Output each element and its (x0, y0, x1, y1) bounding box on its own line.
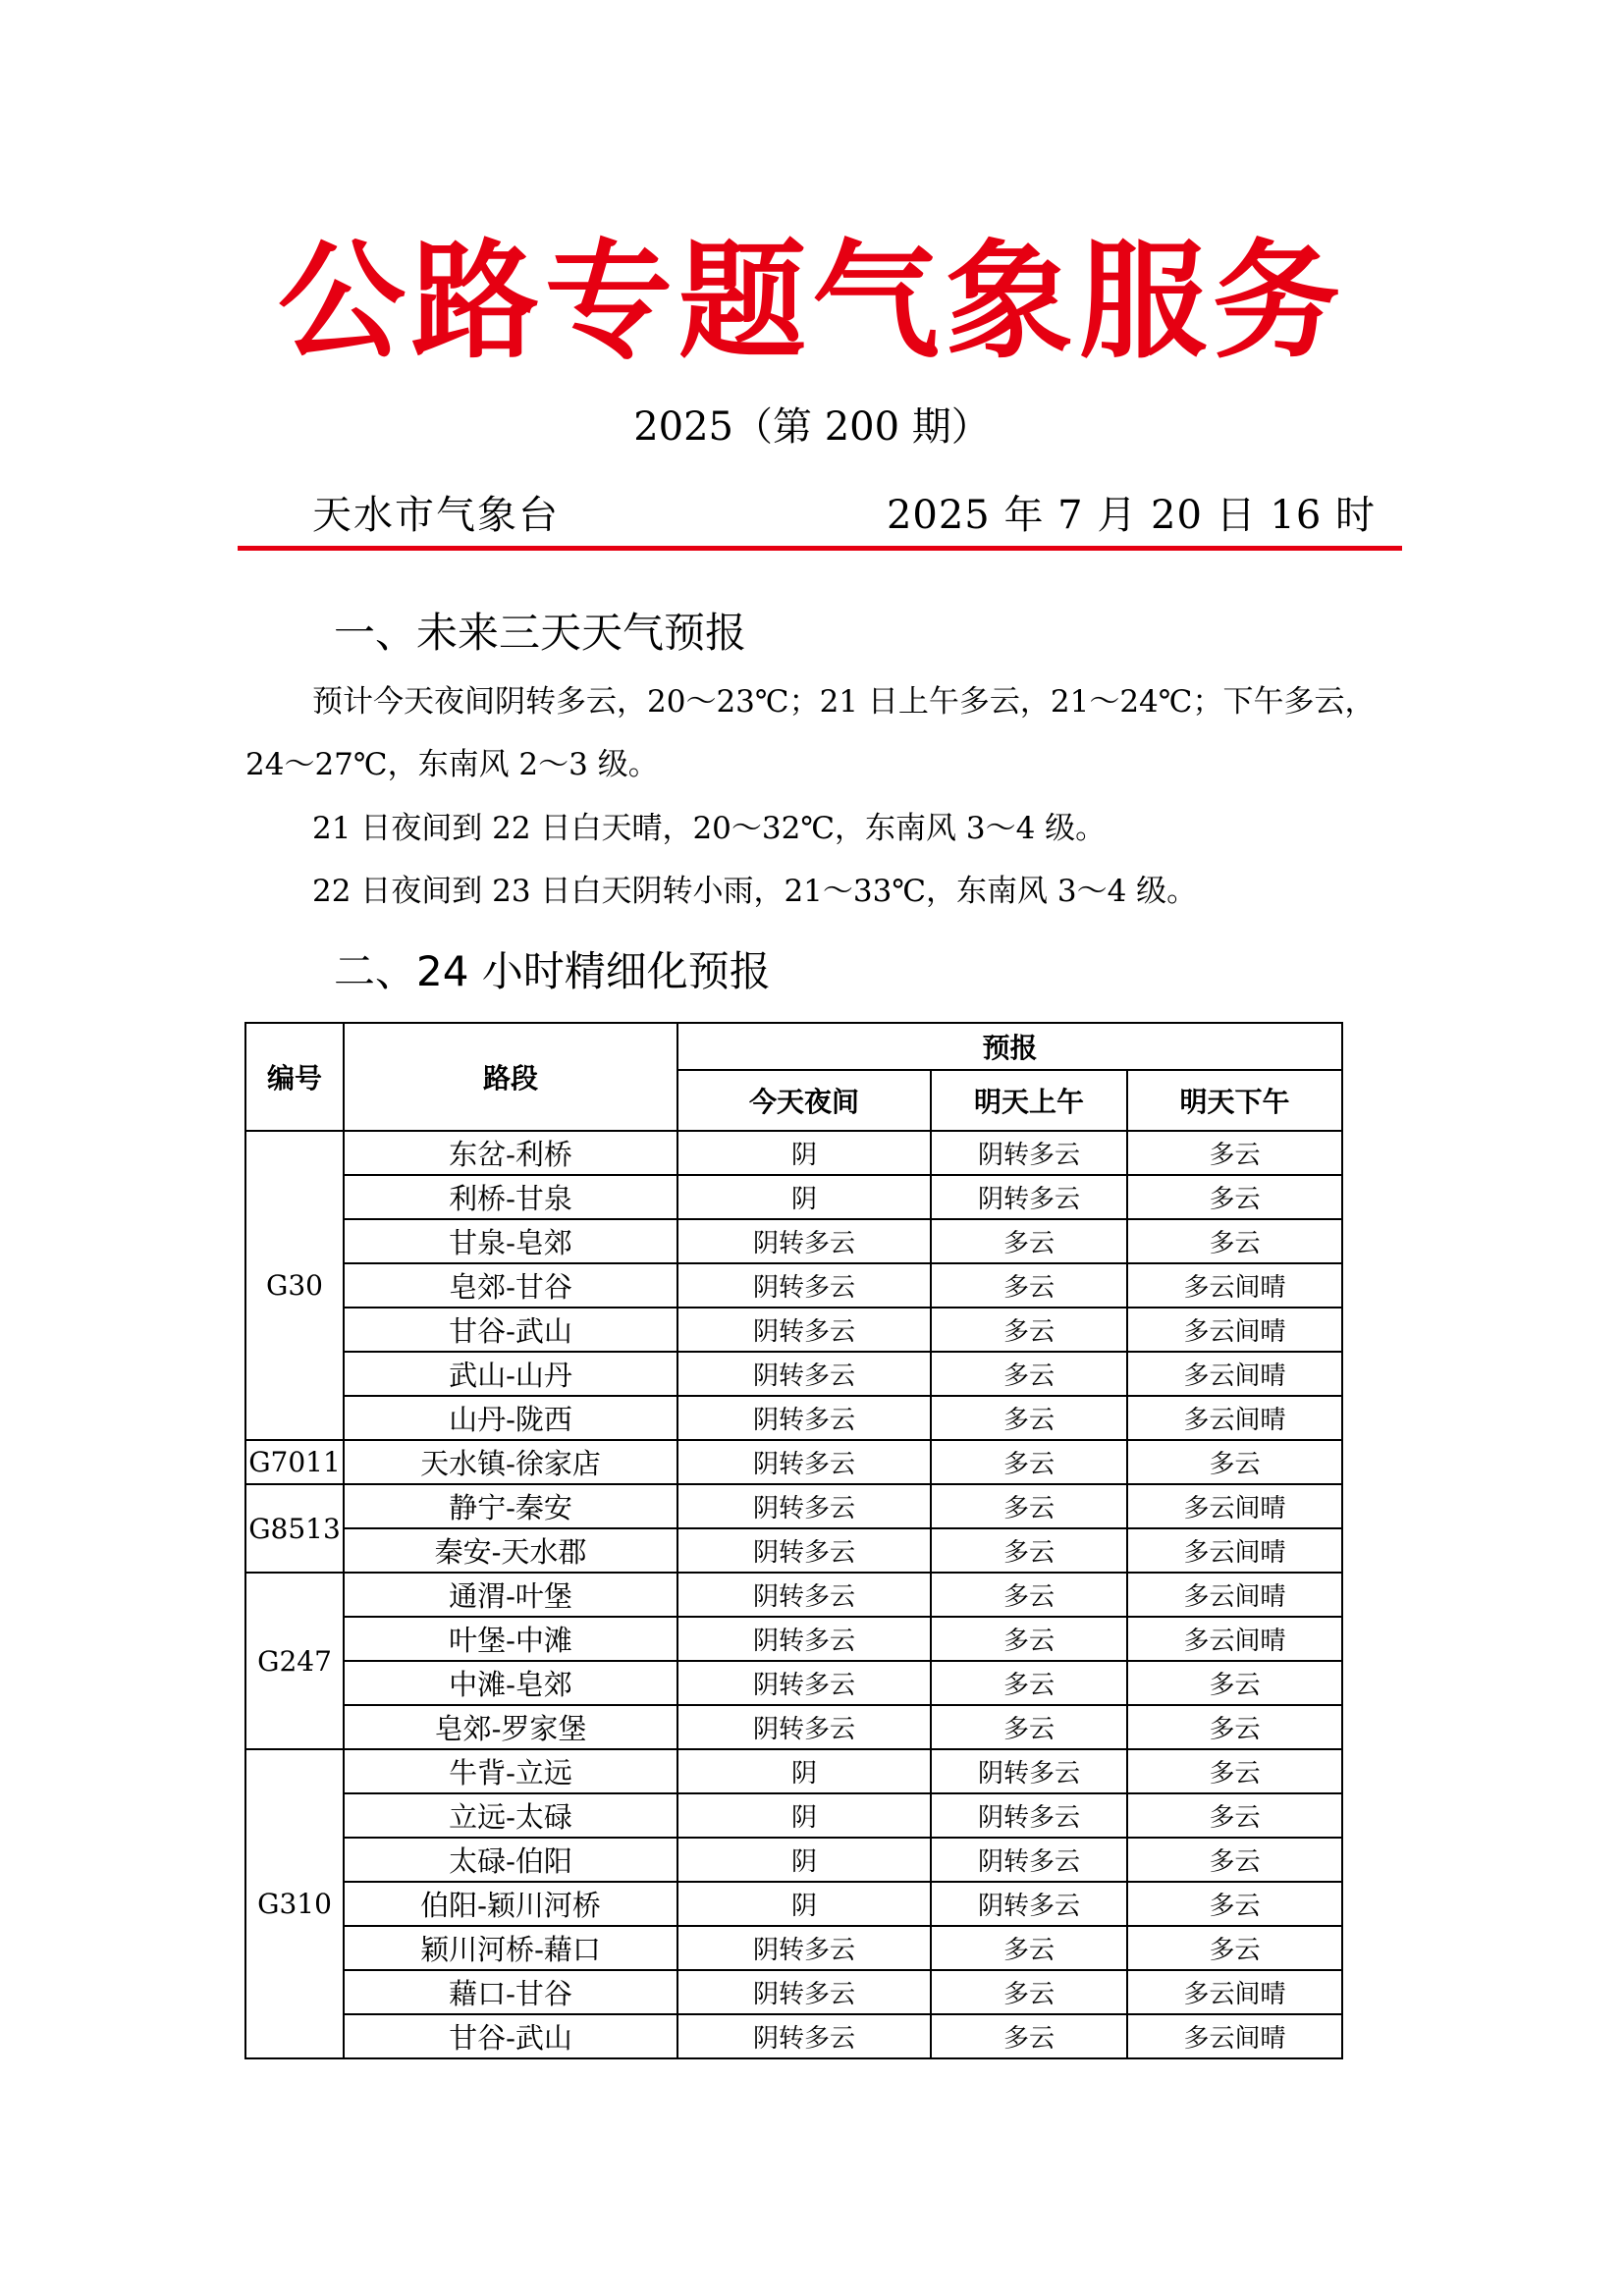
road-code: G310 (245, 1749, 344, 2058)
table-row (245, 1396, 1342, 1440)
table-row (245, 1484, 1342, 1528)
table-row (245, 2014, 1342, 2058)
forecast-tomorrow-pm: 多云 (1127, 1131, 1342, 1175)
forecast-tomorrow-pm: 多云间晴 (1127, 1263, 1342, 1308)
route-segment: 藉口-甘谷 (344, 1970, 677, 2014)
route-segment: 皂郊-罗家堡 (344, 1705, 677, 1749)
forecast-tomorrow-pm: 多云间晴 (1127, 1573, 1342, 1617)
issue-datetime: 2025 年 7 月 20 日 16 时 (886, 493, 1376, 538)
forecast-tonight: 阴转多云 (677, 1484, 931, 1528)
road-code: G7011 (245, 1440, 344, 1484)
route-segment: 甘泉-皂郊 (344, 1219, 677, 1263)
forecast-tomorrow-am: 阴转多云 (931, 1838, 1127, 1882)
forecast-tomorrow-pm: 多云间晴 (1127, 1396, 1342, 1440)
forecast-paragraph-2: 21 日夜间到 22 日白天晴，20～32℃，东南风 3～4 级。 (312, 811, 1107, 846)
section-heading-hourly: 二、24 小时精细化预报 (334, 947, 771, 995)
route-segment: 秦安-天水郡 (344, 1528, 677, 1573)
forecast-tomorrow-am: 多云 (931, 1484, 1127, 1528)
forecast-tomorrow-am: 阴转多云 (931, 1793, 1127, 1838)
forecast-tonight: 阴 (677, 1793, 931, 1838)
route-segment: 东岔-利桥 (344, 1131, 677, 1175)
route-segment: 中滩-皂郊 (344, 1661, 677, 1705)
route-segment: 牛背-立远 (344, 1749, 677, 1793)
forecast-tonight: 阴转多云 (677, 1219, 931, 1263)
forecast-tomorrow-am: 多云 (931, 1970, 1127, 2014)
table-row (245, 1131, 1342, 1175)
forecast-tonight: 阴 (677, 1131, 931, 1175)
forecast-tomorrow-pm: 多云 (1127, 1175, 1342, 1219)
header-tomorrow-am: 明天上午 (931, 1070, 1127, 1131)
table-row (245, 1882, 1342, 1926)
forecast-tonight: 阴转多云 (677, 1396, 931, 1440)
header-tomorrow-pm: 明天下午 (1127, 1070, 1342, 1131)
header-code: 编号 (245, 1023, 344, 1131)
route-segment: 叶堡-中滩 (344, 1617, 677, 1661)
forecast-tonight: 阴转多云 (677, 1352, 931, 1396)
route-segment: 甘谷-武山 (344, 2014, 677, 2058)
forecast-tomorrow-pm: 多云 (1127, 1926, 1342, 1970)
route-segment: 伯阳-颖川河桥 (344, 1882, 677, 1926)
forecast-tonight: 阴转多云 (677, 1573, 931, 1617)
forecast-table (244, 1022, 1343, 2059)
forecast-tomorrow-pm: 多云 (1127, 1705, 1342, 1749)
table-row (245, 1970, 1342, 2014)
header-divider (238, 546, 1402, 551)
table-row (245, 1705, 1342, 1749)
forecast-tomorrow-pm: 多云间晴 (1127, 2014, 1342, 2058)
route-segment: 利桥-甘泉 (344, 1175, 677, 1219)
forecast-tonight: 阴转多云 (677, 1617, 931, 1661)
issue-number: 2025（第 200 期） (633, 404, 991, 450)
table-row (245, 1838, 1342, 1882)
forecast-tonight: 阴 (677, 1749, 931, 1793)
forecast-tonight: 阴转多云 (677, 1705, 931, 1749)
forecast-tomorrow-pm: 多云 (1127, 1440, 1342, 1484)
forecast-tonight: 阴转多云 (677, 2014, 931, 2058)
route-segment: 通渭-叶堡 (344, 1573, 677, 1617)
table-row (245, 1573, 1342, 1617)
table-row (245, 1219, 1342, 1263)
route-segment: 山丹-陇西 (344, 1396, 677, 1440)
route-segment: 皂郊-甘谷 (344, 1263, 677, 1308)
section-heading-forecast: 一、未来三天天气预报 (334, 609, 747, 657)
forecast-tomorrow-pm: 多云间晴 (1127, 1352, 1342, 1396)
forecast-paragraph-1-line-1: 预计今天夜间阴转多云，20～23℃；21 日上午多云，21～24℃；下午多云， (312, 684, 1376, 720)
forecast-tomorrow-pm: 多云间晴 (1127, 1528, 1342, 1573)
route-segment: 甘谷-武山 (344, 1308, 677, 1352)
header-tonight: 今天夜间 (677, 1070, 931, 1131)
forecast-tomorrow-am: 多云 (931, 1263, 1127, 1308)
forecast-tonight: 阴转多云 (677, 1926, 931, 1970)
forecast-tonight: 阴转多云 (677, 1263, 931, 1308)
forecast-tomorrow-am: 多云 (931, 1528, 1127, 1573)
forecast-tomorrow-pm: 多云间晴 (1127, 1484, 1342, 1528)
forecast-tomorrow-pm: 多云 (1127, 1882, 1342, 1926)
table-row (245, 1661, 1342, 1705)
forecast-tomorrow-am: 多云 (931, 1440, 1127, 1484)
table-row (245, 1926, 1342, 1970)
forecast-tonight: 阴转多云 (677, 1970, 931, 2014)
forecast-tomorrow-am: 多云 (931, 1661, 1127, 1705)
table-row (245, 1440, 1342, 1484)
forecast-tomorrow-am: 多云 (931, 1926, 1127, 1970)
forecast-tonight: 阴 (677, 1175, 931, 1219)
forecast-tomorrow-am: 多云 (931, 1705, 1127, 1749)
forecast-tomorrow-am: 多云 (931, 1308, 1127, 1352)
table-row (245, 1617, 1342, 1661)
document-title: 公路专题气象服务 (277, 227, 1346, 376)
forecast-tomorrow-am: 多云 (931, 1352, 1127, 1396)
forecast-tonight: 阴转多云 (677, 1440, 931, 1484)
forecast-tomorrow-am: 阴转多云 (931, 1175, 1127, 1219)
route-segment: 武山-山丹 (344, 1352, 677, 1396)
forecast-tomorrow-am: 多云 (931, 1573, 1127, 1617)
route-segment: 静宁-秦安 (344, 1484, 677, 1528)
route-segment: 天水镇-徐家店 (344, 1440, 677, 1484)
forecast-tomorrow-pm: 多云 (1127, 1749, 1342, 1793)
table-row (245, 1263, 1342, 1308)
route-segment: 立远-太碌 (344, 1793, 677, 1838)
road-code: G8513 (245, 1484, 344, 1573)
forecast-tomorrow-pm: 多云间晴 (1127, 1617, 1342, 1661)
forecast-tomorrow-am: 多云 (931, 1396, 1127, 1440)
header-forecast: 预报 (677, 1023, 1342, 1070)
forecast-tomorrow-am: 阴转多云 (931, 1749, 1127, 1793)
issuer: 天水市气象台 (312, 493, 560, 538)
forecast-tonight: 阴转多云 (677, 1661, 931, 1705)
forecast-tomorrow-pm: 多云 (1127, 1661, 1342, 1705)
forecast-tonight: 阴 (677, 1882, 931, 1926)
forecast-tomorrow-pm: 多云 (1127, 1793, 1342, 1838)
forecast-tomorrow-am: 多云 (931, 2014, 1127, 2058)
forecast-tonight: 阴 (677, 1838, 931, 1882)
forecast-tomorrow-am: 多云 (931, 1617, 1127, 1661)
forecast-paragraph-3: 22 日夜间到 23 日白天阴转小雨，21～33℃，东南风 3～4 级。 (312, 874, 1198, 909)
table-body (245, 1131, 1342, 2058)
forecast-paragraph-1-line-2: 24～27℃，东南风 2～3 级。 (245, 747, 659, 782)
table-row (245, 1175, 1342, 1219)
forecast-tomorrow-am: 阴转多云 (931, 1882, 1127, 1926)
forecast-tomorrow-pm: 多云间晴 (1127, 1970, 1342, 2014)
forecast-tonight: 阴转多云 (677, 1528, 931, 1573)
route-segment: 颖川河桥-藉口 (344, 1926, 677, 1970)
road-code: G247 (245, 1573, 344, 1749)
table-row (245, 1308, 1342, 1352)
forecast-tomorrow-am: 多云 (931, 1219, 1127, 1263)
road-code: G30 (245, 1131, 344, 1440)
forecast-tomorrow-pm: 多云 (1127, 1219, 1342, 1263)
forecast-tomorrow-am: 阴转多云 (931, 1131, 1127, 1175)
table-row (245, 1352, 1342, 1396)
header-route: 路段 (344, 1023, 677, 1131)
forecast-tomorrow-pm: 多云间晴 (1127, 1308, 1342, 1352)
forecast-tomorrow-pm: 多云 (1127, 1838, 1342, 1882)
table-row (245, 1749, 1342, 1793)
table-row (245, 1528, 1342, 1573)
table-row (245, 1793, 1342, 1838)
forecast-tonight: 阴转多云 (677, 1308, 931, 1352)
route-segment: 太碌-伯阳 (344, 1838, 677, 1882)
